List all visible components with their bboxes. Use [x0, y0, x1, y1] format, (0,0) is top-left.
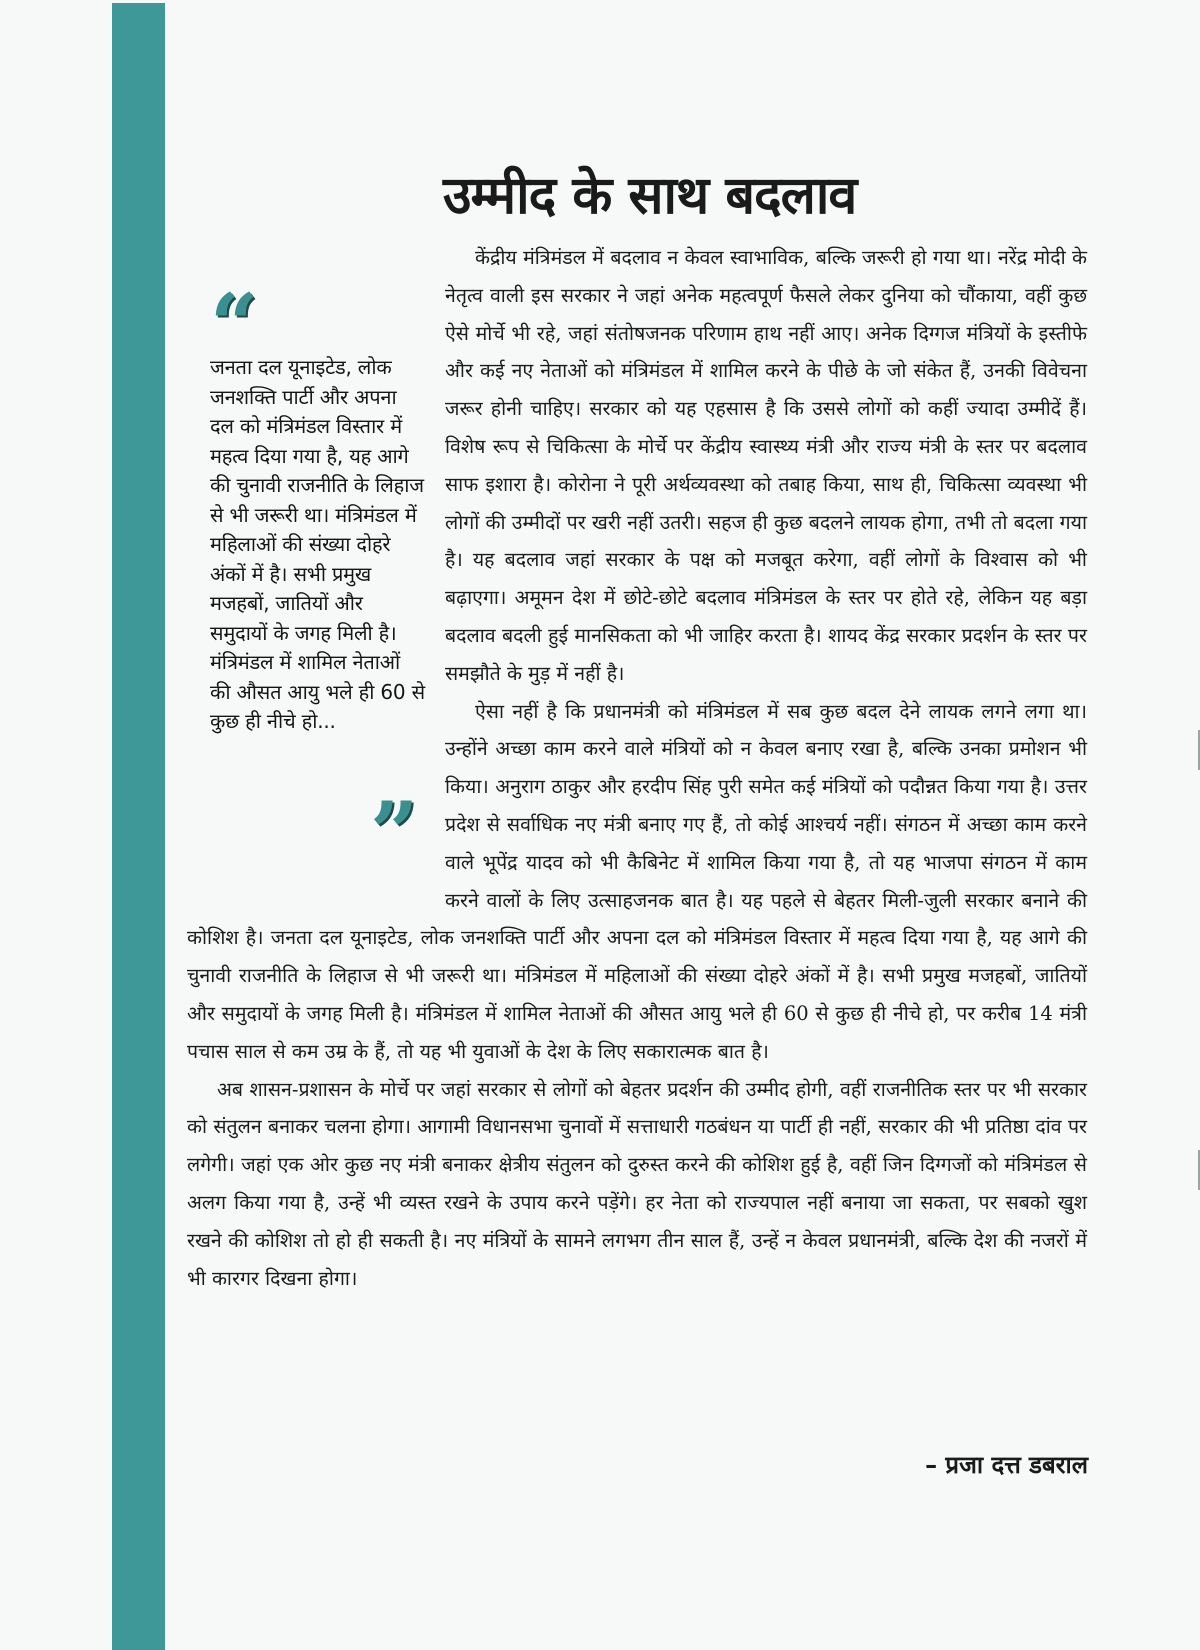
close-quote-icon: ” — [370, 783, 419, 882]
teal-side-bar — [112, 3, 165, 1650]
article-paragraph-3: अब शासन-प्रशासन के मोर्चे पर जहां सरकार से लोगों को बेहतर प्रदर्शन की उम्मीद होगी, वहीं राजनीतिक स्तर पर भी सरकार को संतुलन बनाकर चलना होगा। आगामी विधानसभा चुनावों में सत्ताधारी गठबंधन या पार्टी ही नहीं, सरकार की भी प्रतिष्ठा दांव पर लगेगी। जहां एक ओर कुछ नए मंत्री बनाकर क्षेत्रीय संतुलन को दुरुस्त करने की कोशिश हुई है, वहीं जिन दिग्गजों को मंत्रिमंडल से अलग किया गया है, उन्हें भी व्यस्त रखने के उपाय करने पड़ेंगे। हर नेता को राज्यपाल नहीं बनाया जा सकता, पर सबको खुश रखने की कोशिश तो हो ही सकती है। नए मंत्रियों के सामने लगभग तीन साल हैं, उन्हें न केवल प्रधानमंत्री, बल्कि देश की नजरों में भी कारगर दिखना होगा। — [187, 1077, 1087, 1290]
pull-quote-text: जनता दल यूनाइटेड, लोक जनशक्ति पार्टी और अपना दल को मंत्रिमंडल विस्तार में महत्व दिया गया है, यह आगे की चुनावी राजनीति के लिहाज से भी जरूरी था। मंत्रिमंडल में महिलाओं की संख्या दोहरे अंकों में है। सभी प्रमुख मजहबों, जातियों और समुदायों के जगह मिली है। मंत्रिमंडल में शामिल नेताओं की औसत आयु भले ही 60 से कुछ ही नीचे हो... — [210, 355, 425, 733]
open-quote-icon: “ — [210, 275, 259, 374]
article-paragraph-1: केंद्रीय मंत्रिमंडल में बदलाव न केवल स्वाभाविक, बल्कि जरूरी हो गया था। नरेंद्र मोदी के नेतृत्व वाली इस सरकार ने जहां अनेक महत्वपूर्ण फैसले लेकर दुनिया को चौंकाया, वहीं कुछ ऐसे मोर्चे भी रहे, जहां संतोषजनक परिणाम हाथ नहीं आए। अनेक दिग्गज मंत्रियों के इस्तीफे और कई नए नेताओं को मंत्रिमंडल में शामिल करने के पीछे के जो संकेत हैं, उनकी विवेचना जरूर होनी चाहिए। सरकार को यह एहसास है कि उससे लोगों को कहीं ज्यादा उम्मीदें हैं। विशेष रूप से चिकित्सा के मोर्चे पर केंद्रीय स्वास्थ्य मंत्री और राज्य मंत्री के स्तर पर बदलाव साफ इशारा है। कोरोना ने पूरी अर्थव्यवस्था को तबाह किया, साथ ही, चिकित्सा व्यवस्था भी लोगों की उम्मीदों पर खरी नहीं उतरी। सहज ही कुछ बदलने लायक होगा, तभी तो बदला गया है। यह बदलाव जहां सरकार के पक्ष को मजबूत करेगा, वहीं लोगों के विश्वास को भी बढ़ाएगा। अमूमन देश में छोटे-छोटे बदलाव मंत्रिमंडल के स्तर पर होते रहे, लेकिन यह बड़ा बदलाव बदली हुई मानसिकता को भी जाहिर करता है। शायद केंद्र सरकार प्रदर्शन के स्तर पर समझौते के मुड़ में नहीं है। — [445, 246, 1087, 685]
article-paragraph-2: ऐसा नहीं है कि प्रधानमंत्री को मंत्रिमंडल में सब कुछ बदल देने लायक लगने लगा था। उन्होंने अच्छा काम करने वाले मंत्रियों को न केवल बनाए रखा है, बल्कि उनका प्रमोशन भी किया। अनुराग ठाकुर और हरदीप सिंह पुरी समेत कई मंत्रियों को पदौन्नत किया गया है। उत्तर प्रदेश से सर्वाधिक नए मंत्री बनाए गए हैं, तो कोई आश्चर्य नहीं। संगठन में अच्छा काम करने वाले भूपेंद्र यादव को भी कैबिनेट में शामिल किया गया है, तो यह भाजपा संगठन में काम करने वालों के लिए उत्साहजनक बात है। यह पहले से बेहतर मिली-जुली सरकार बनाने की कोशिश है। जनता दल यूनाइटेड, लोक जनशक्ति पार्टी और अपना दल को मंत्रिमंडल विस्तार में महत्व दिया गया है, यह आगे की चुनावी राजनीति के लिहाज से भी जरूरी था। मंत्रिमंडल में महिलाओं की संख्या दोहरे अंकों में है। सभी प्रमुख मजहबों, जातियों और समुदायों के जगह मिली है। मंत्रिमंडल में शामिल नेताओं की औसत आयु भले ही 60 से कुछ ही नीचे हो, पर करीब 14 मंत्री पचास साल से कम उम्र के हैं, तो यह भी युवाओं के देश के लिए सकारात्मक बात है। — [187, 699, 1087, 1063]
headline: उम्मीद के साथ बदलाव — [443, 166, 857, 226]
article-body — [187, 239, 1087, 1297]
pull-quote-spacer — [187, 239, 445, 909]
author-byline: – प्रजा दत्त डबराल — [925, 1451, 1088, 1479]
